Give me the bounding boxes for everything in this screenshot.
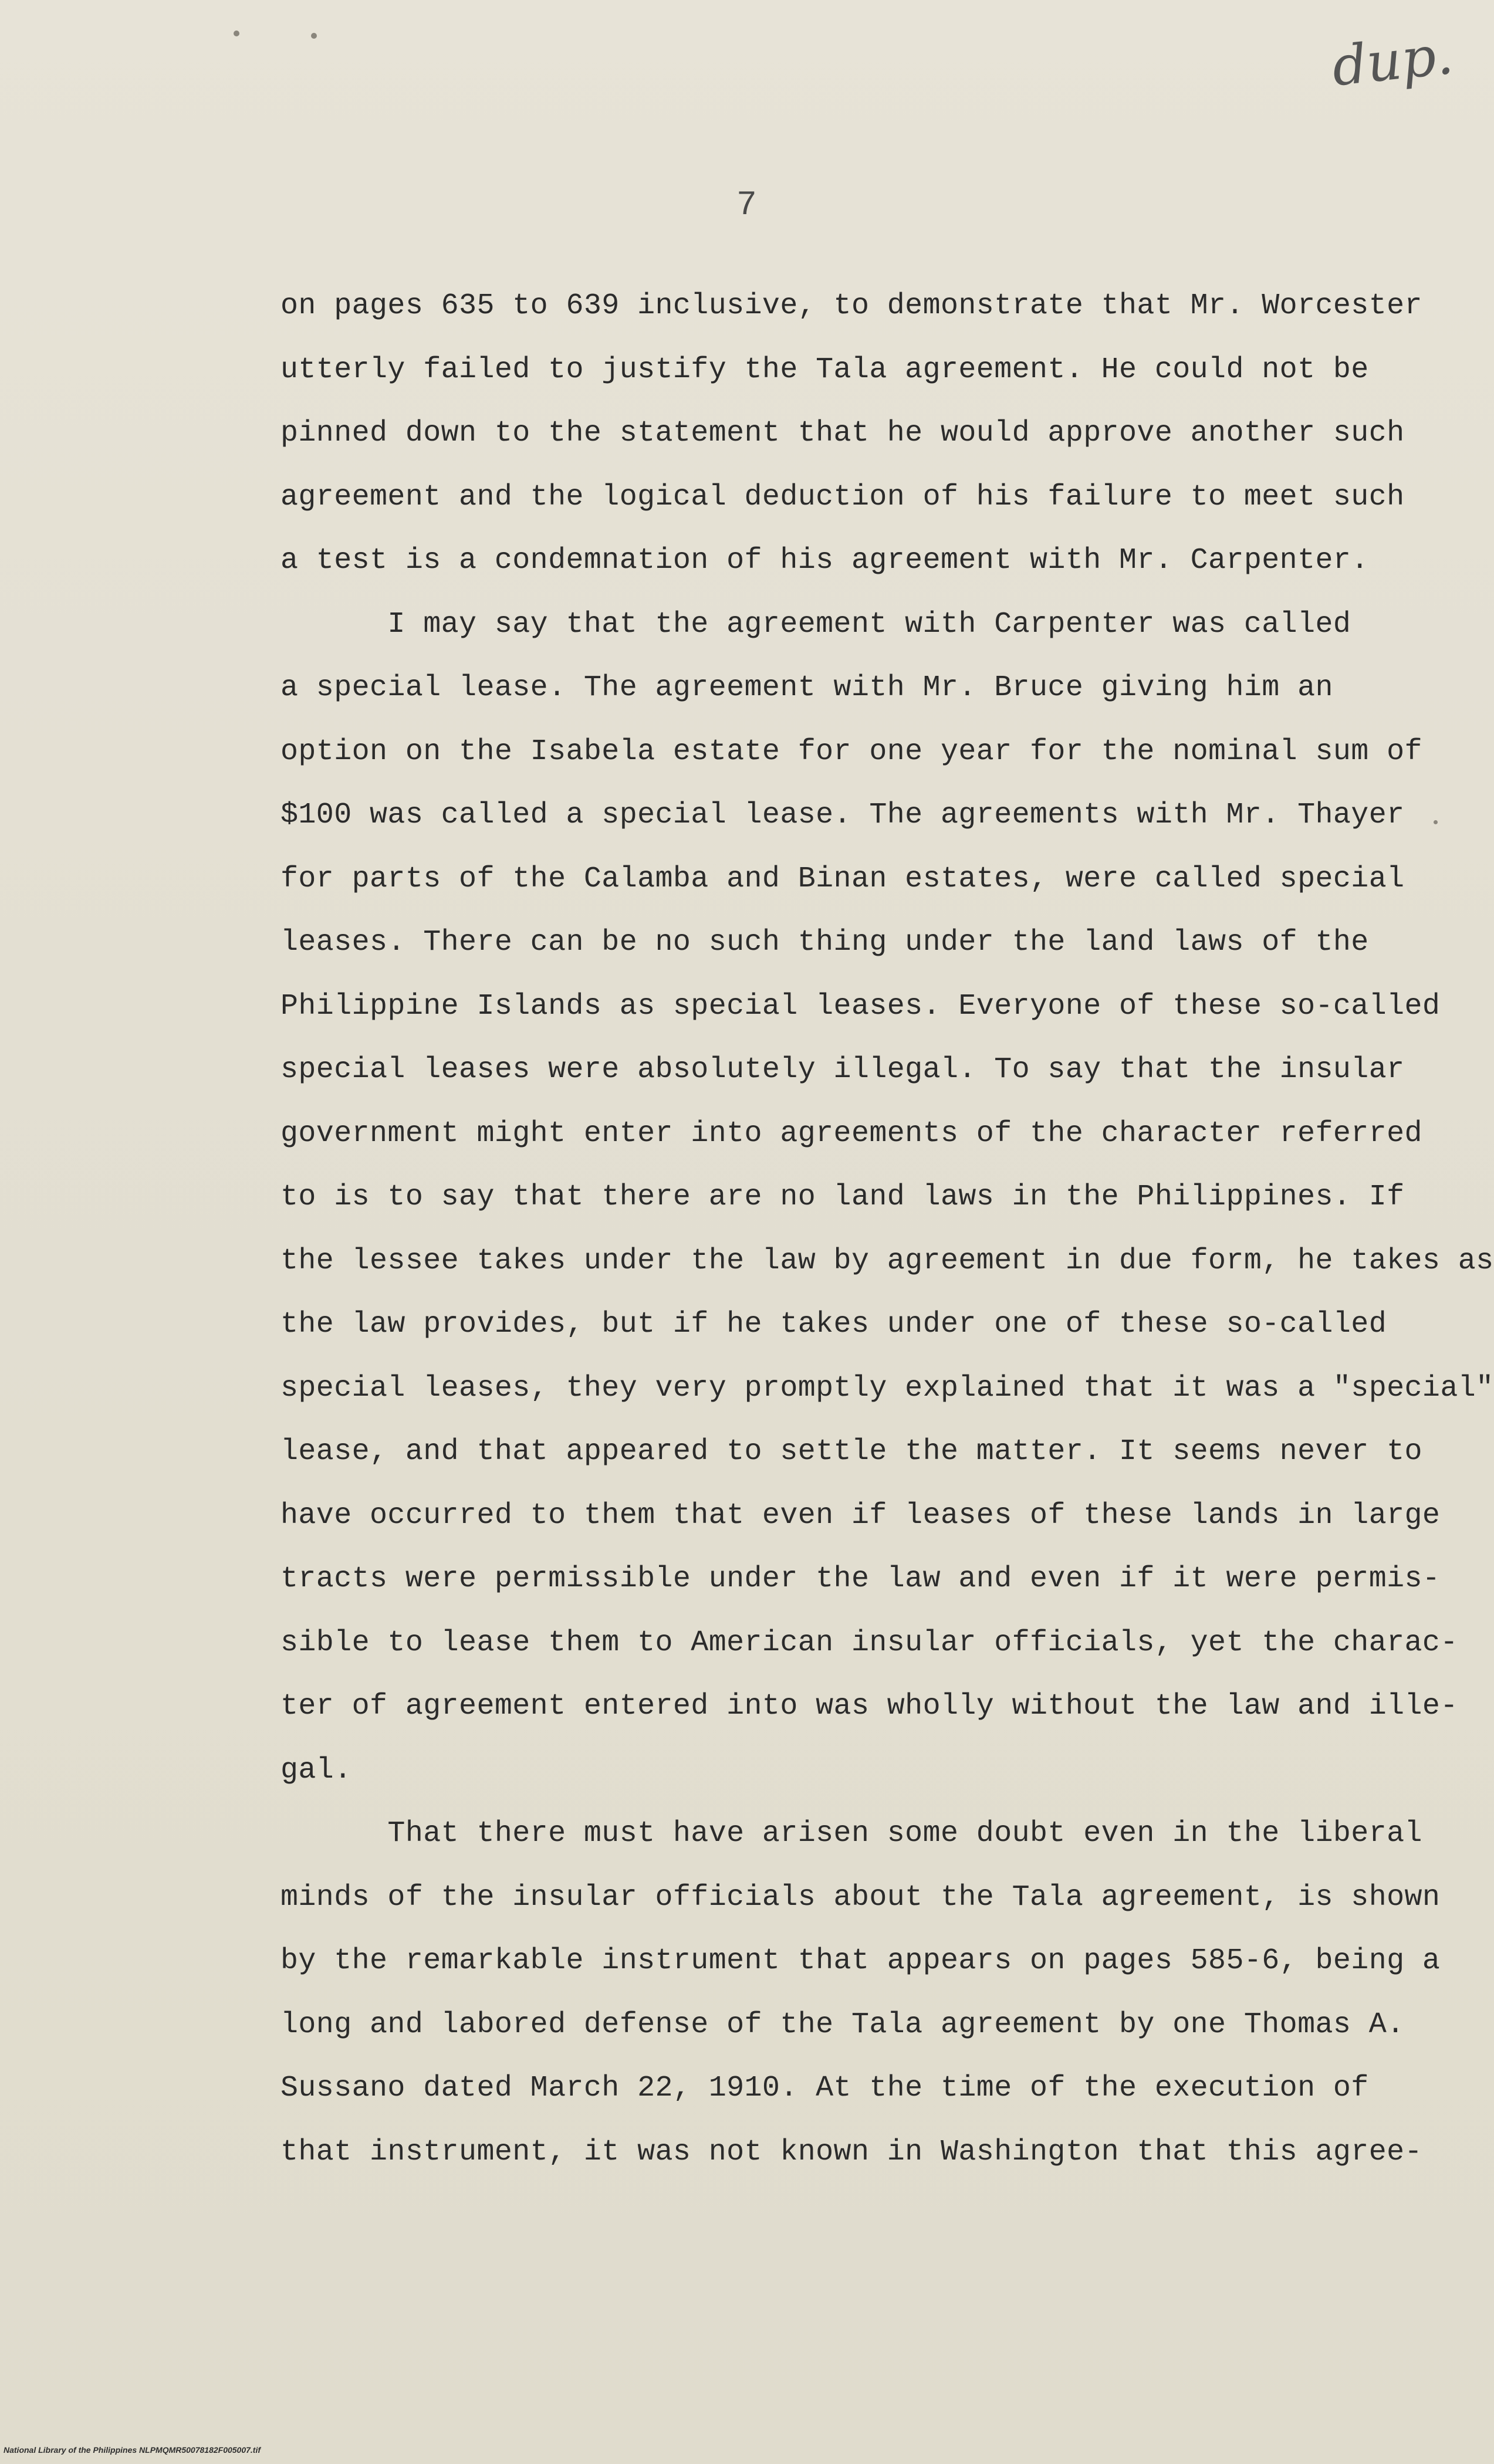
text-line: a special lease. The agreement with Mr. Bruce giving him an	[280, 671, 1333, 705]
text-line: Sussano dated March 22, 1910. At the time of the execution of	[280, 2072, 1369, 2105]
body-text	[280, 275, 1494, 2184]
text-line: the law provides, but if he takes under one of these so-called	[280, 1308, 1387, 1341]
text-line: lease, and that appeared to settle the matter. It seems never to	[280, 1435, 1422, 1468]
text-line: the lessee takes under the law by agreement in due form, he takes as	[280, 1244, 1494, 1278]
text-line: by the remarkable instrument that appears on pages 585-6, being a	[280, 1944, 1441, 1978]
text-line: special leases, they very promptly explained that it was a "special"	[280, 1371, 1494, 1405]
text-line: government might enter into agreements of the character referred	[280, 1116, 1422, 1150]
text-line: utterly failed to justify the Tala agreement. He could not be	[280, 353, 1369, 387]
text-line: sible to lease them to American insular officials, yet the charac-	[280, 1626, 1458, 1660]
text-line: I may say that the agreement with Carpenter was called	[280, 607, 1351, 641]
text-line: have occurred to them that even if leases of these lands in large	[280, 1498, 1441, 1532]
text-line: on pages 635 to 639 inclusive, to demonstrate that Mr. Worcester	[280, 289, 1422, 323]
text-line: to is to say that there are no land laws in the Philippines. If	[280, 1180, 1405, 1214]
text-line: gal.	[280, 1753, 352, 1787]
text-line: long and labored defense of the Tala agreement by one Thomas A.	[280, 2008, 1405, 2042]
stray-mark	[311, 33, 317, 39]
text-line: ter of agreement entered into was wholly without the law and ille-	[280, 1690, 1458, 1723]
text-line: for parts of the Calamba and Binan estates, were called special	[280, 862, 1405, 896]
text-line: leases. There can be no such thing under the land laws of the	[280, 926, 1369, 959]
text-line: tracts were permissible under the law and even if it were permis-	[280, 1562, 1441, 1596]
handwritten-note: dup.	[1329, 23, 1456, 99]
text-line: special leases were absolutely illegal. To say that the insular	[280, 1053, 1405, 1087]
stray-mark	[234, 31, 239, 36]
text-line: minds of the insular officials about the Tala agreement, is shown	[280, 1880, 1441, 1914]
text-line: That there must have arisen some doubt even in the liberal	[280, 1817, 1422, 1850]
text-line: a test is a condemnation of his agreement with Mr. Carpenter.	[280, 544, 1369, 577]
text-line: agreement and the logical deduction of his failure to meet such	[280, 480, 1405, 514]
text-line: option on the Isabela estate for one year for the nominal sum of	[280, 735, 1422, 769]
text-line: that instrument, it was not known in Washington that this agree-	[280, 2135, 1422, 2169]
stray-mark	[1434, 820, 1438, 824]
page-number: 7	[736, 187, 757, 225]
text-line: $100 was called a special lease. The agreements with Mr. Thayer	[280, 798, 1405, 832]
archive-footer: National Library of the Philippines NLPMQMR50078182F005007.tif	[4, 2445, 261, 2455]
text-line: Philippine Islands as special leases. Everyone of these so-called	[280, 989, 1441, 1023]
text-line: pinned down to the statement that he would approve another such	[280, 417, 1405, 450]
